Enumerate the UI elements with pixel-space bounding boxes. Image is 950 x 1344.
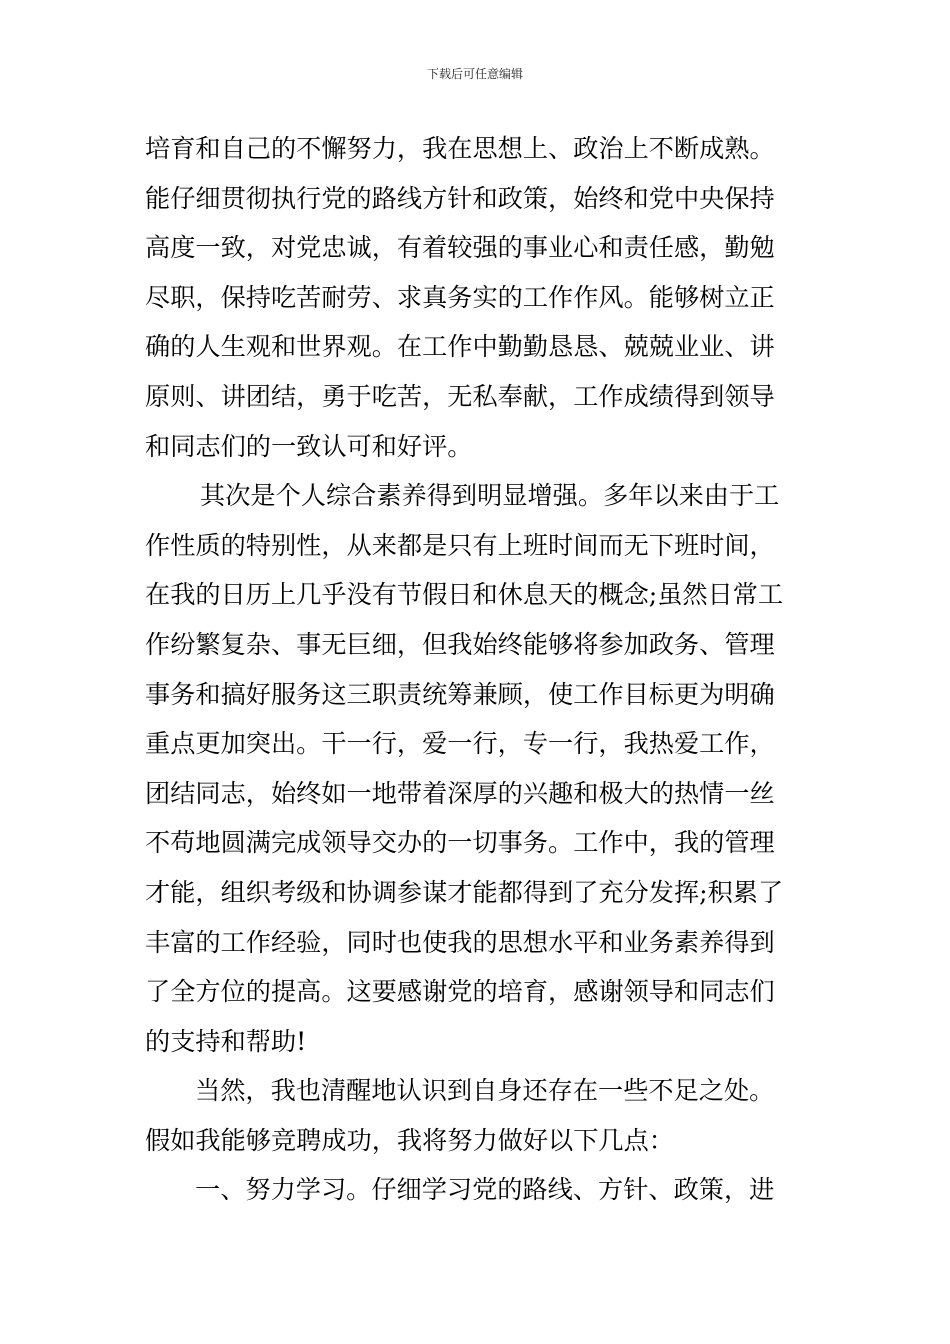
text-line: 培育和自己的不懈努力，我在思想上、政治上不断成熟。 <box>145 134 775 163</box>
text-line: 原则、讲团结，勇于吃苦，无私奉献，工作成绩得到领导 <box>145 381 775 411</box>
text-line: 能仔细贯彻执行党的路线方针和政策，始终和党中央保持 <box>145 183 775 213</box>
text-line: 事务和搞好服务这三职责统筹兼顾，使工作目标更为明确 <box>145 679 775 709</box>
text-line: 假如我能够竞聘成功，我将努力做好以下几点： <box>145 1125 674 1155</box>
text-line: 尽职，保持吃苦耐劳、求真务实的工作作风。能够树立正 <box>145 282 775 312</box>
paragraph-start-line: 一、努力学习。仔细学习党的路线、方针、政策，进 <box>195 1175 775 1205</box>
paragraph-start-line: 当然，我也清醒地认识到自身还存在一些不足之处。 <box>195 1076 775 1106</box>
text-line: 高度一致，对党忠诚，有着较强的事业心和责任感，勤勉 <box>145 233 775 263</box>
text-line: 作性质的特别性，从来都是只有上班时间而无下班时间， <box>145 530 775 560</box>
text-line: 在我的日历上几乎没有节假日和休息天的概念;虽然日常工 <box>145 580 784 610</box>
text-line: 和同志们的一致认可和好评。 <box>145 431 473 461</box>
text-line: 的支持和帮助! <box>145 1026 307 1056</box>
paragraph-start-line: 其次是个人综合素养得到明显增强。多年以来由于工 <box>200 481 780 511</box>
text-line: 不苟地圆满完成领导交办的一切事务。工作中，我的管理 <box>145 828 775 858</box>
text-line: 丰富的工作经验，同时也使我的思想水平和业务素养得到 <box>145 927 775 957</box>
page-header: 下载后可任意编辑 <box>426 67 523 81</box>
text-line: 作纷繁复杂、事无巨细，但我始终能够将参加政务、管理 <box>145 629 775 659</box>
text-line: 了全方位的提高。这要感谢党的培育，感谢领导和同志们 <box>145 977 775 1007</box>
text-line: 才能，组织考级和协调参谋才能都得到了充分发挥;积累了 <box>145 877 784 907</box>
text-line: 重点更加突出。干一行，爱一行，专一行，我热爱工作， <box>145 729 775 759</box>
text-line: 确的人生观和世界观。在工作中勤勤恳恳、兢兢业业、讲 <box>145 332 775 362</box>
document-body <box>145 124 807 1215</box>
text-line: 团结同志，始终如一地带着深厚的兴趣和极大的热情一丝 <box>145 778 775 808</box>
